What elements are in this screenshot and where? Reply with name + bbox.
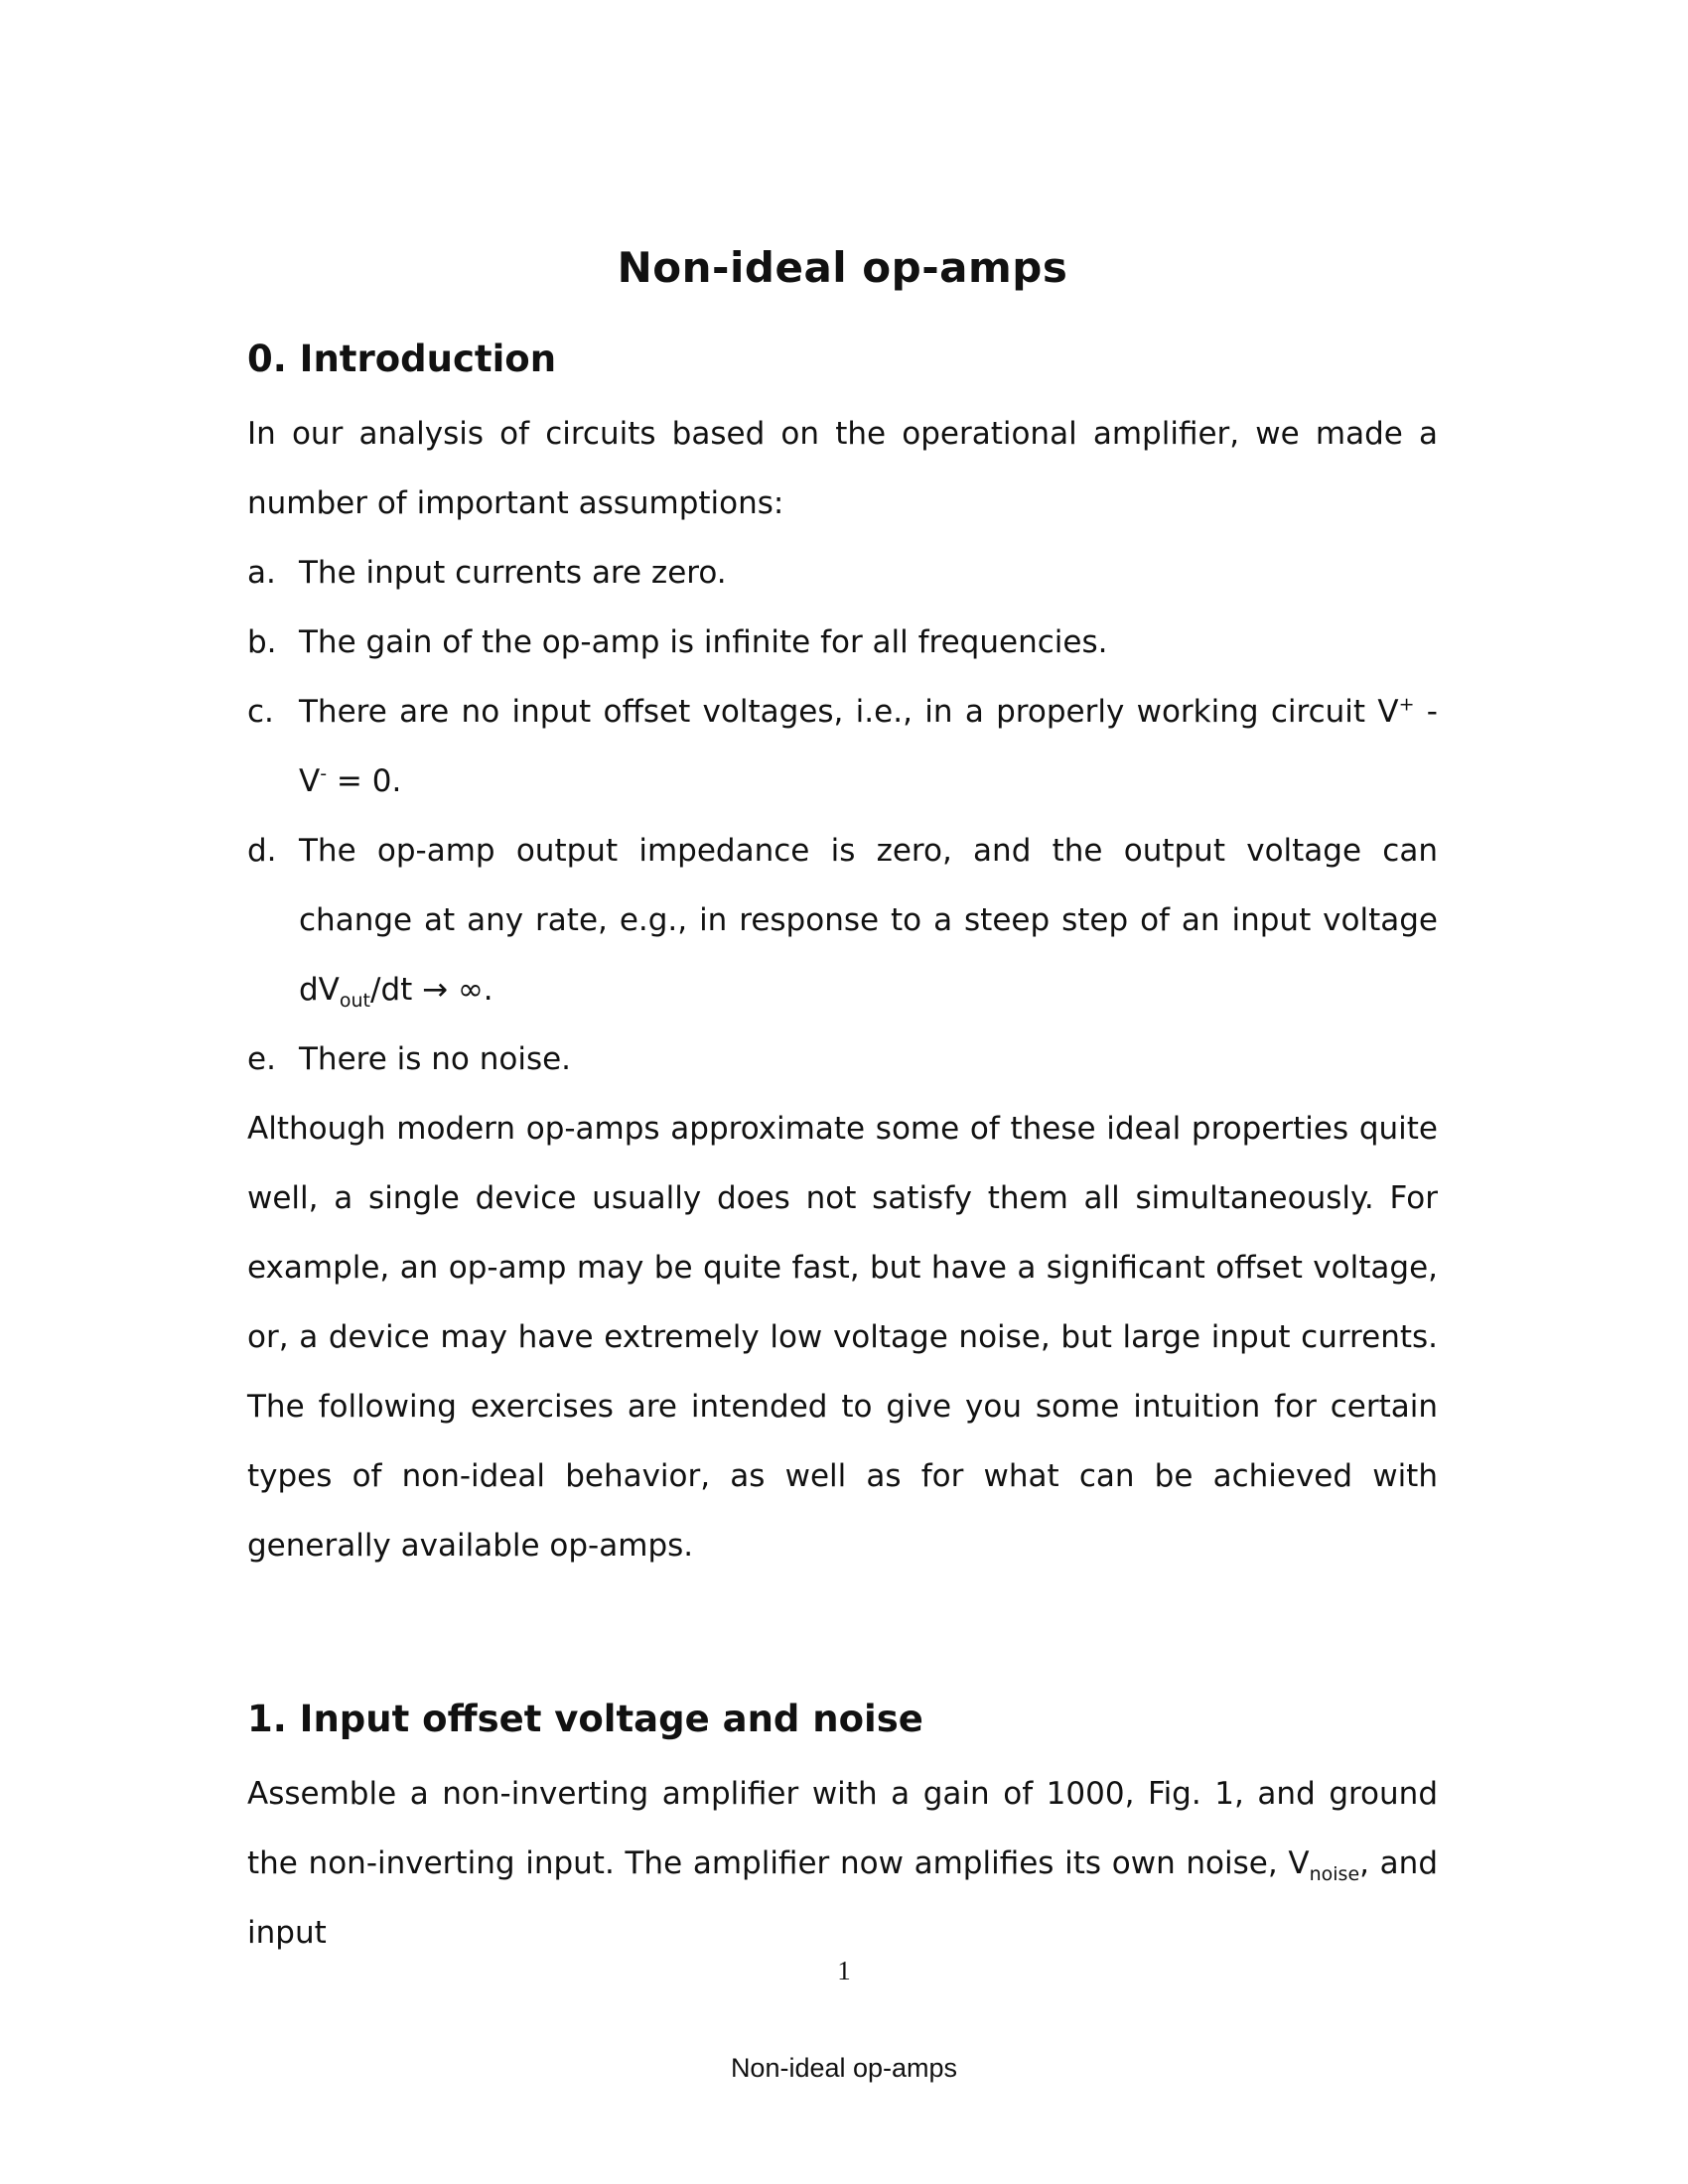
- text-segment: - V: [299, 694, 1438, 799]
- body-paragraph: Although modern op-amps approximate some of these ideal properties quite well, a single device usually does not satisfy them all simultaneously. For example, an op-amp may be quite fast, but have a significant offset voltage, or, a device may have extremely low voltage noise, but large input currents. The following exercises are intended to give you some intuition for certain types of non-ideal behavior, as well as for what can be achieved with generally available op-amps.: [247, 1111, 1438, 1564]
- page-footer: Non-ideal op-amps: [730, 2053, 958, 2083]
- section1-paragraph: [247, 1759, 1438, 1968]
- page-content: [247, 228, 1438, 1968]
- list-marker: e.: [247, 1041, 276, 1077]
- list-item: [247, 538, 1438, 608]
- document-title: Non-ideal op-amps: [617, 243, 1068, 292]
- list-item-text: The gain of the op-amp is infinite for all frequencies.: [299, 624, 1108, 660]
- section-heading-introduction: 0. Introduction: [247, 338, 557, 380]
- text-segment: The op-amp output impedance is zero, and the output voltage can change at any rate, e.g., in response to a steep step of an input voltage dV: [299, 833, 1438, 1008]
- list-marker: b.: [247, 624, 277, 660]
- text-segment: /dt → ∞.: [370, 972, 493, 1008]
- list-item: [247, 816, 1438, 1024]
- subscript-out: out: [339, 990, 371, 1013]
- list-item-text: [299, 816, 1438, 1024]
- text-segment: Assemble a non-inverting amplifier with a gain of 1000, Fig. 1, and ground the non-inverting input. The amplifier now amplifies its own noise, V: [247, 1776, 1438, 1881]
- list-item-text: [299, 677, 1438, 816]
- page-number: 1: [837, 1956, 851, 1985]
- subscript-noise: noise: [1309, 1863, 1360, 1886]
- list-item-text: The input currents are zero.: [299, 555, 727, 591]
- list-item: [247, 608, 1438, 677]
- list-marker: d.: [247, 833, 277, 869]
- intro-paragraph: In our analysis of circuits based on the operational amplifier, we made a number of important assumptions:: [247, 416, 1438, 521]
- section-heading-offset-noise: 1. Input offset voltage and noise: [247, 1698, 923, 1740]
- list-item-text: There is no noise.: [299, 1041, 572, 1077]
- text-segment: = 0.: [327, 763, 402, 799]
- assumptions-list: [247, 538, 1438, 1094]
- list-item: [247, 677, 1438, 816]
- list-marker: a.: [247, 555, 276, 591]
- section-spacer: [247, 1580, 1438, 1690]
- superscript-minus: -: [320, 762, 328, 785]
- list-marker: c.: [247, 694, 274, 730]
- list-item: [247, 1024, 1438, 1094]
- text-segment: , and input: [247, 1845, 1439, 1951]
- text-segment: There are no input offset voltages, i.e., in a properly working circuit V: [299, 694, 1399, 730]
- superscript-plus: +: [1398, 693, 1415, 716]
